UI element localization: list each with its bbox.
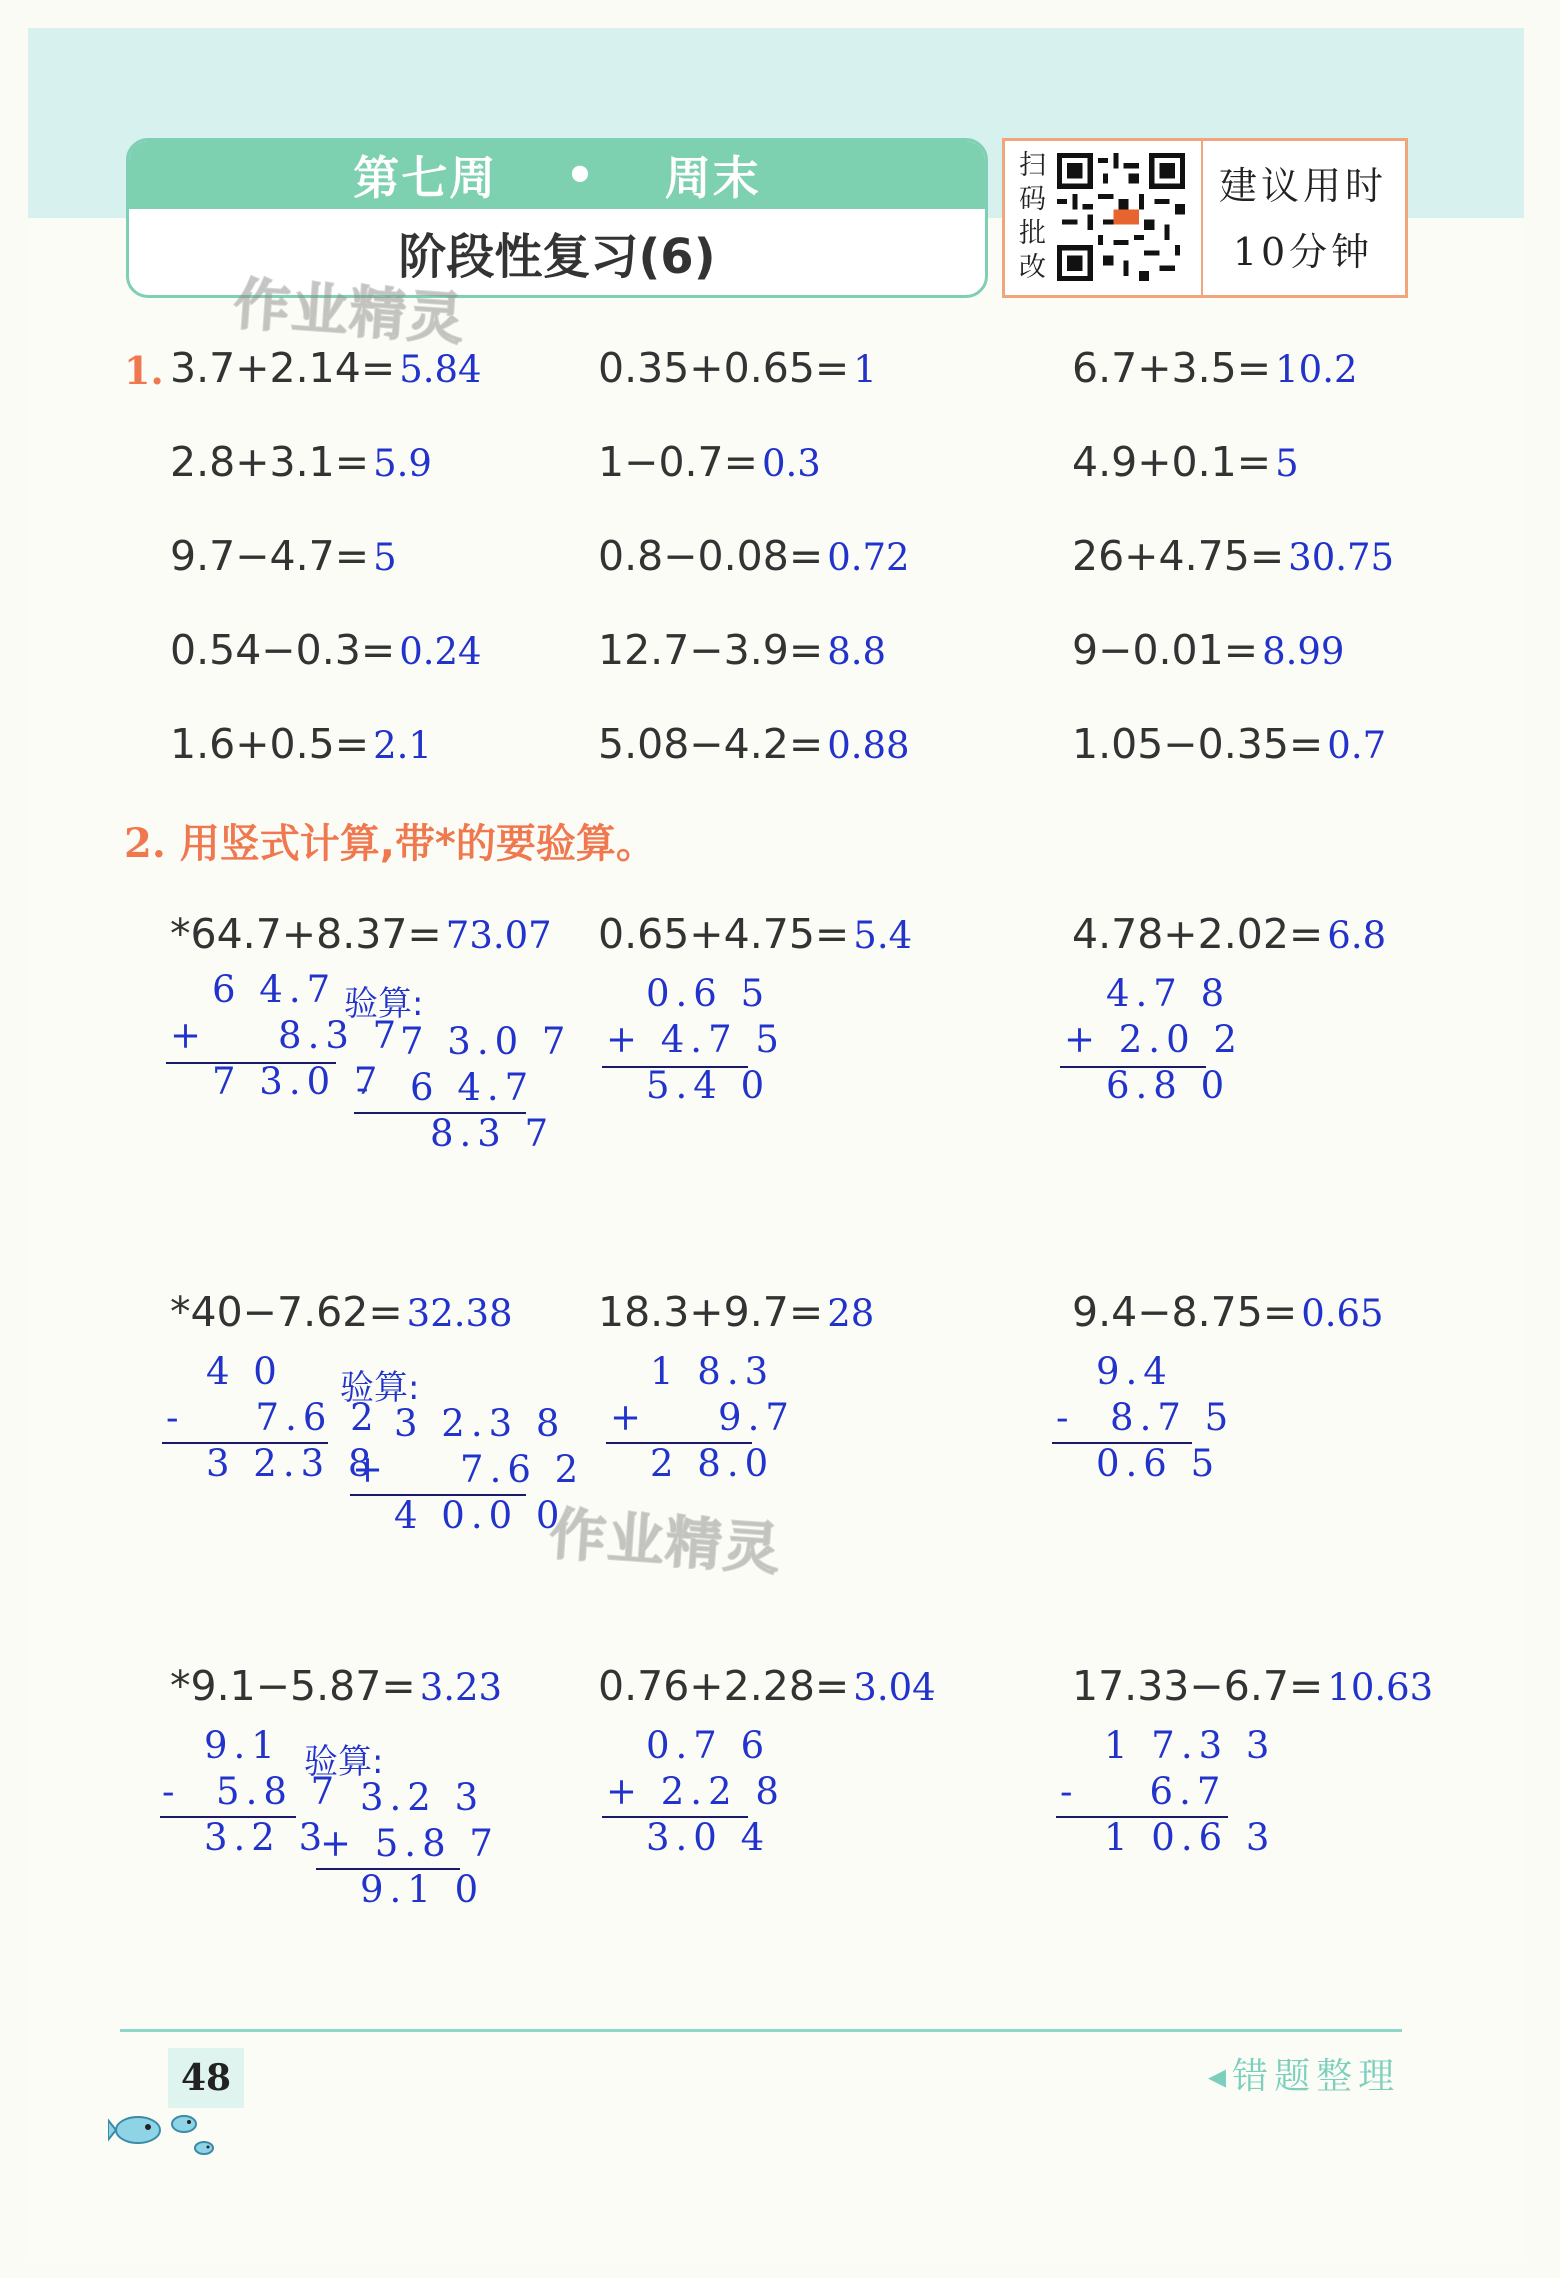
result: 6.8 0 [1106,1064,1231,1107]
q2-problem: 17.33−6.7= 10.63 [1072,1662,1434,1710]
operand: - 5.8 7 [162,1770,341,1813]
q1-item: 2.8+3.1= 5.9 [170,438,432,486]
result: 3 2.3 8 [206,1442,378,1485]
answer: 3.23 [419,1666,503,1709]
q1-item: 3.7+2.14= 5.84 [170,344,482,392]
q2-problem: 18.3+9.7= 28 [598,1288,875,1336]
operand: 9.1 [204,1724,281,1767]
answer: 73.07 [445,914,552,957]
operand: 0.6 5 [646,972,771,1015]
result: 3.0 4 [646,1816,771,1859]
watermark: 作业精灵 [231,271,468,354]
suggested-time-value: 10分钟 [1232,230,1374,274]
q1-item: 1−0.7= 0.3 [598,438,821,486]
suggested-time-label: 建议用时 [1218,164,1387,208]
answer: 0.7 [1327,724,1387,767]
answer: 0.3 [762,442,821,485]
answer: 5.9 [373,442,432,485]
operand: + 8.3 7 [170,1014,403,1057]
result: 5.4 0 [646,1064,771,1107]
result: 0.6 5 [1096,1442,1221,1485]
operand: + 4.7 5 [606,1018,785,1061]
qr-code-icon[interactable] [1057,153,1185,281]
suggested-time [1205,153,1401,285]
q1-item: 5.08−4.2= 0.88 [598,720,910,768]
question-2-instruction: 用竖式计算,带*的要验算。 [179,821,656,867]
answer: 8.99 [1262,630,1345,673]
answer: 10.2 [1275,348,1358,391]
result: 2 8.0 [650,1442,775,1485]
q2-problem: *9.1−5.87= 3.23 [170,1662,503,1710]
answer: 5.4 [853,914,913,957]
answer: 3.04 [853,1666,936,1709]
q1-item: 4.9+0.1= 5 [1072,438,1299,486]
check-label: 验算: [340,1368,420,1408]
result: 9.1 0 [360,1868,485,1911]
answer: 2.1 [373,724,432,767]
check-label: 验算: [344,984,424,1024]
q2-problem: 9.4−8.75= 0.65 [1072,1288,1384,1336]
question-2-title [124,812,656,869]
q2-problem: 0.65+4.75= 5.4 [598,910,913,958]
result: 8.3 7 [430,1112,555,1155]
answer: 28 [827,1292,875,1335]
watermark: 作业精灵 [547,1501,784,1584]
page-number-box [168,2048,244,2108]
check-label: 验算: [304,1742,384,1782]
q1-item: 12.7−3.9= 8.8 [598,626,887,674]
operand: 0.7 6 [646,1724,771,1767]
answer: 0.24 [399,630,482,673]
operand: 3 2.3 8 [394,1402,566,1445]
operand: - 6.7 [1060,1770,1227,1813]
q1-item: 26+4.75= 30.75 [1072,532,1395,580]
operand: - 8.7 5 [1056,1396,1235,1439]
q2-problem: 4.78+2.02= 6.8 [1072,910,1387,958]
operand: 1 7.3 3 [1104,1724,1276,1767]
result: 3.2 3 [204,1816,329,1859]
answer: 10.63 [1327,1666,1434,1709]
page-number: 48 [180,2057,232,2099]
day-label: 周末 [664,151,761,205]
qr-divider [1201,141,1203,295]
operand: - 7.6 2 [166,1396,380,1439]
q1-item: 0.8−0.08= 0.72 [598,532,910,580]
q1-item: 9.7−4.7= 5 [170,532,397,580]
answer: 1 [853,348,877,391]
q1-item: 0.35+0.65= 1 [598,344,877,392]
qr-box [1002,138,1408,298]
operand: + 7.6 2 [352,1448,585,1491]
operand: + 9.7 [610,1396,795,1439]
operand: 3.2 3 [360,1776,485,1819]
operand: + 2.0 2 [1064,1018,1243,1061]
answer: 5 [1275,442,1299,485]
q1-item: 1.6+0.5= 2.1 [170,720,432,768]
operand: 4 0 [206,1350,283,1393]
answer: 30.75 [1288,536,1395,579]
q2-problem: *40−7.62= 32.38 [170,1288,513,1336]
answer: 8.8 [827,630,887,673]
q2-problem: 0.76+2.28= 3.04 [598,1662,936,1710]
result: 4 0.0 0 [394,1494,566,1537]
operand: 1 8.3 [650,1350,775,1393]
q2-problem: *64.7+8.37= 73.07 [170,910,552,958]
answer: 0.65 [1301,1292,1384,1335]
q1-item: 9−0.01= 8.99 [1072,626,1345,674]
operand: 9.4 [1096,1350,1173,1393]
mistakes-label[interactable]: ◂错题整理 [1208,2056,1401,2097]
page-title: 阶段性复习(6) [398,228,716,285]
question-1-number: 1. [124,348,164,393]
week-label: 第七周 [353,151,498,205]
answer: 6.8 [1327,914,1387,957]
answer: 5 [373,536,397,579]
page-sheet [28,218,1524,2258]
answer: 32.38 [406,1292,513,1335]
question-2-number: 2. [124,820,166,867]
qr-label: 扫码批改 [1019,150,1046,283]
operand: 4.7 8 [1106,972,1231,1015]
answer: 0.72 [827,536,910,579]
q1-item: 0.54−0.3= 0.24 [170,626,482,674]
answer: 5.84 [399,348,482,391]
operand: 6 4.7 [212,968,337,1011]
operand: + 2.2 8 [606,1770,785,1813]
title-separator: • [565,148,597,202]
fish-icon [108,2104,228,2164]
operand: 7 3.0 7 [400,1020,572,1063]
answer: 0.88 [827,724,910,767]
result: 7 3.0 7 [212,1060,384,1103]
footer-divider [120,2029,1402,2032]
operand: + 5.8 7 [320,1822,499,1865]
result: 1 0.6 3 [1104,1816,1276,1859]
q1-item: 1.05−0.35= 0.7 [1072,720,1387,768]
operand: - 6 4.7 [356,1066,535,1109]
q1-item: 6.7+3.5= 10.2 [1072,344,1358,392]
title-banner [129,141,985,209]
